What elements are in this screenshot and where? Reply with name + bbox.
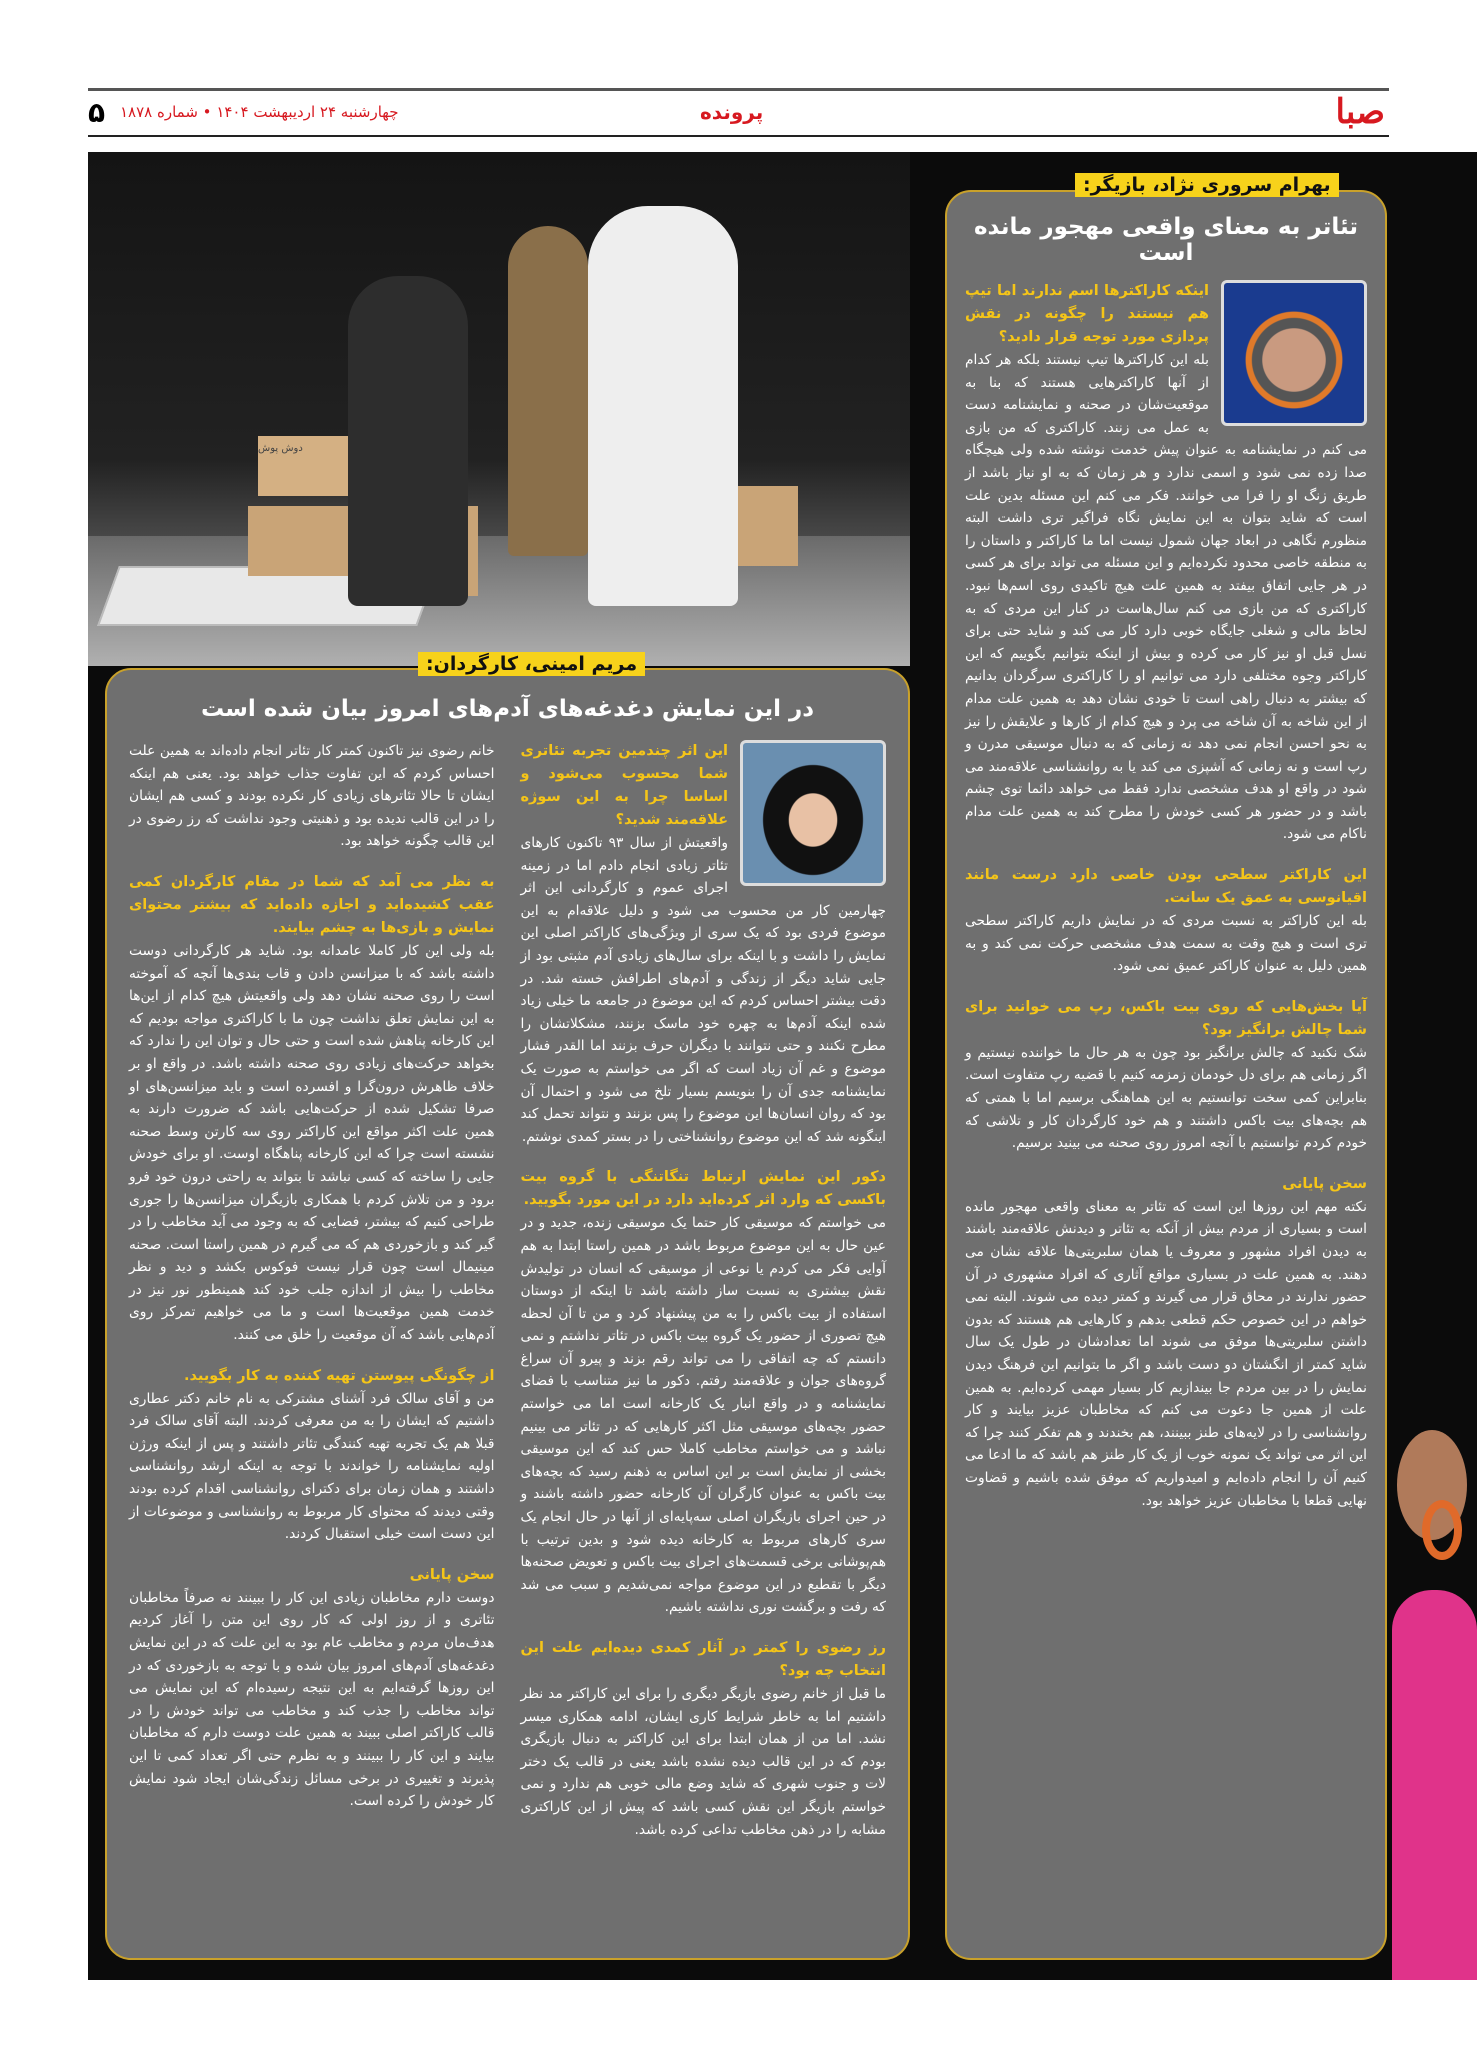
issue-date: چهارشنبه ۲۴ اردیبهشت ۱۴۰۴ • شماره ۱۸۷۸ — [120, 103, 399, 121]
question: این کاراکتر سطحی بودن خاصی دارد درست مانند اقیانوسی به عمق یک سانت. — [965, 867, 1367, 907]
answer: واقعیتش از سال ۹۳ تاکنون کارهای تئاتر زیادی انجام دادم اما در زمینه اجرای عموم و کارگردانی این اثر چهارمین کار من محسوب می شود و دلیل علاقه‌ام به این موضوع فردی بود که یک سری از ویژگی‌های کاراکتر اصلی این نمایش را داشت و با اینکه برای سال‌های زیادی آدم مثبتی بود از جایی شاید دیگر از زندگی و آدم‌های اطرافش خسته شد. در دقت بیشتر احساس کردم که این موضوع در جامعه ما خیلی زیاد شده اینکه آدم‌ها به چهره خود ماسک بزنند، مشکلاتشان را مطرح نکنند و حتی نتوانند با دیگران حرف بزنند اما القدر فشار موضوع و غم آن زیاد است که اگر می خواستم به صورت یک نمایشنامه جدی آن را بنویسم بسیار تلخ می شود و احتمال آن بود که روان انسان‌ها این موضوع را پس بزنند و نتواند تحمل کند اینگونه شد که این موضوع روانشناختی را در بستر کمدی نوشتم. — [520, 835, 886, 1145]
actor-middle — [508, 226, 588, 556]
actor-white-coat — [588, 206, 738, 606]
answer: ما قبل از خانم رضوی بازیگر دیگری را برای این کاراکتر مد نظر داشتیم اما به خاطر شرایط کاری ایشان، ادامه همکاری میسر نشد. اما من از همان ابتدا برای این کاراکتر به دنبال بازیگری بودم که در این قالب دیده نشده باشد یعنی در قالب یک دختر لات و جنوب شهری که شاید وضع مالی خوبی هم ندارد و نمی خواستم بازیگر این نقش کسی باشد که پیش از این کاراکتری مشابه را در ذهن مخاطب تداعی کرده باشد. — [520, 1686, 886, 1838]
newspaper-logo: صبا — [1335, 92, 1385, 132]
column-right — [521, 740, 887, 1841]
column-left — [129, 740, 495, 1841]
header-bottom-rule — [88, 135, 1389, 137]
answer: دوست دارم مخاطبان زیادی این کار را ببینند نه صرفاً مخاطبان تئاتری و از روز اولی که کار روی این متن را آغاز کردیم هدف‌مان مردم و مخاطب عام بود به این علت که در این نمایش دغدغه‌های آدم‌های امروز بیان شده و با توجه به بازخوردی که در این روزها گرفته‌ایم به این نتیجه رسیده‌ام که این نمایش می تواند مخاطب را جذب کند و مخاطب می تواند خودش را در قالب کاراکتر اصلی ببیند به همین علت دوست دارم که مخاطبان بیایند و این کار را ببینند و به نظرم حتی اگر تعداد کمی تا این پذیرند و تغییری در برخی مسائل زندگی‌شان ایجاد شود نمایش کار خودش را کرده است. — [129, 1589, 495, 1810]
answer: بله ولی این کار کاملا عامدانه بود. شاید هر کارگردانی دوست داشته باشد که با میزانسن دادن و قاب بندی‌ها آنچه که آموخته است را روی صحنه نشان دهد ولی واقعیتش هیچ کدام از این‌ها به این نمایش تعلق نداشت چون ما با کاراکتری مواجه بودیم که این کارخانه پناهش شده است و حتی حال و توان این را ندارد که بخواهد حرکت‌های زیادی روی صحنه داشته باشد. در واقع او بر خلاف ظاهرش درون‌گرا و افسرده است و باید میزانسن‌های او صرفا تشکیل شده از حرکت‌هایی باشد که ضرورت دارند به همین علت اکثر مواقع این کاراکتر روی سه کارتن وسط صحنه نشسته است چرا که این کارخانه پناهگاه اوست. او برای خودش جایی را ساخته که کسی نباشد تا بتواند به راحتی درون خود فرو برود و من تلاش کردم با همکاری بازیگران میزانسن‌ها را جوری طراحی کنیم که بیشتر، فضایی که به وجود می آید مخاطب را در گیر کند و بازخوردی هم که می گیرم در همین راستا است. صحنه مینیمال است چون قرار نیست فوکوس بکشد و دید و نظر مخاطب را بیش از اندازه جلب خود کند همینطور نور نیز در خدمت همین موقعیت‌ها است و ما می خواهیم تمرکز روی آدم‌هایی باشد که آن موقعیت را خلق می کنند. — [129, 942, 495, 1344]
director-portrait — [740, 740, 886, 886]
question: سخن پایانی — [409, 1566, 495, 1583]
answer: بله این کاراکترها تیپ نیستند بلکه هر کدام از آنها کاراکترهایی هستند که بنا به موقعیت‌شان در صحنه و نمایشنامه دست به عمل می زنند. کاراکتری که من بازی می کنم در نمایشنامه به عنوان پیش خدمت نوشته شده ولی هیچگاه صدا زده نمی شود و اسمی ندارد و هر زمان که به او نیاز باشد از طریق زنگ او را فرا می خوانند. فکر می کنم این مسئله بدین علت است که شاید بتوان به این نمایش نگاه فراگیر تری داشت البته منظورم نگاهی در ابعاد جهان شمول نیست اما ما کاراکتر و داستان را به منطقه خاصی محدود نکرده‌ایم و این مسئله می تواند برای هر کسی در هر جایی اتفاق بیفتد به همین علت هیچ تاکیدی روی اسم‌ها نبود. کاراکتری که من بازی می کنم سال‌هاست در کنار این مردی که به لحاظ مالی و شغلی جایگاه خوبی دارد کار می کند و شاید حتی برای نسل قبل او نیز کار می کرده و بیش از اینکه بتوانیم بگوییم که این کاراکتر وجوه مختلفی دارد می توانیم او را کاراکتری سرگردان بدانیم که بیشتر به دنبال راهی است تا خودی نشان دهد به همین علت مدام از این شاخه به آن شاخه می پرد و هیچ کدام از کارها و علایقش را نیز به نحو احسن انجام نمی دهد نه زمانی که به دنبال موسیقی مدرن و رپ است و نه زمانی که آشپزی می کند یا به روانشناسی علاقه‌مند می شود در واقع او هدف مشخصی ندارد فقط می خواهد دائما توی چشم باشد و در حضور هر کسی خودش را مطرح کند به همین علت مدام ناکام می شود. — [965, 352, 1367, 843]
interview-box-actor — [945, 190, 1387, 1960]
section-title: پرونده — [700, 100, 764, 124]
question: این اثر چندمین تجربه تئاتری شما محسوب می‌شود و اساسا چرا به این سوژه علاقه‌مند شدید؟ — [520, 743, 728, 828]
question: دکور این نمایش ارتباط تنگاتنگی با گروه بیت باکسی که وارد اثر کرده‌اید دارد در این مورد بگویید. — [520, 1169, 886, 1209]
interviewee-tag-right: بهرام سروری نژاد، بازیگر: — [1075, 173, 1339, 197]
page-number: ۵ — [88, 96, 106, 129]
question: از چگونگی پیوستن تهیه کننده به کار بگویید. — [184, 1367, 495, 1384]
answer: می خواستم که موسیقی کار حتما یک موسیقی زنده، جدید و در عین حال به این موضوع مربوط باشد در همین راستا ابتدا به هم آوایی فکر می کردم یا نوعی از موسیقی که انسان در تولیدش نقش بیشتری به نسبت ساز داشته باشد تا اینکه از دوستان استفاده از بیت باکس را به من پیشنهاد کرد و من تا آن لحظه هیچ تصوری از حضور یک گروه بیت باکس در تئاتر نداشتم و نمی دانستم که چه اتفاقی را می تواند رقم بزند و پیرو آن سراغ گروه‌های جوان و علاقه‌مند رفتم. دکور ما نیز متناسب با فضای نمایشنامه و در واقع انبار یک کارخانه است اما می خواستم حضور بچه‌های موسیقی مثل اکثر کارهایی که در تئاتر می بینیم نباشد و می خواستم مخاطب کاملا حس کند که این موسیقی بخشی از نمایش است بر این اساس به ذهنم رسید که بچه‌های بیت باکس به عنوان کارگران آن کارخانه حضور داشته باشند و در حین اجرای بازیگران اصلی سه‌پایه‌ای از آنها در حال انجام یک سری کارهای مربوط به کارخانه دیده شود و بدین ترتیب با هم‌پوشانی برخی قسمت‌های اجرای بیت باکس و تعویض صحنه‌ها دیگر با تقطیع در این موضوع مواجه نمی‌شدیم و سبب می شد که رفت و برگشت نوری نداشته باشیم. — [520, 1215, 886, 1616]
question: رز رضوی را کمتر در آثار کمدی دیده‌ایم علت این انتخاب چه بود؟ — [520, 1640, 886, 1679]
answer: بله این کاراکتر به نسبت مردی که در نمایش داریم کاراکتر سطحی تری است و هیچ وقت به سمت هدف مشخصی حرکت نمی کند و به همین دلیل به عنوان کاراکتر عمیق نمی شود. — [965, 913, 1367, 975]
actor-photo-pink-shirt — [1392, 1390, 1477, 1980]
interviewee-tag-left: مریم امینی، کارگردان: — [418, 652, 645, 676]
headline-right: تئاتر به معنای واقعی مهجور مانده است — [973, 214, 1359, 266]
question: اینکه کاراکترها اسم ندارند اما تیپ هم نیستند را چگونه در نقش پردازی مورد توجه قرار دادید؟ — [965, 283, 1209, 345]
interview-box-director — [105, 668, 910, 1960]
question: به نظر می آمد که شما در مقام کارگردان کمی عقب کشیده‌اید و اجازه داده‌اید که بیشتر محتوای نمایش و بازی‌ها به چشم بیایند. — [129, 873, 495, 936]
question: آیا بخش‌هایی که روی بیت باکس، رپ می خوانید برای شما چالش برانگیز بود؟ — [965, 998, 1367, 1038]
answer: شک نکنید که چالش برانگیز بود چون به هر حال ما خواننده نیستیم و اگر زمانی هم برای دل خودمان زمزمه کنیم با قضیه رپ متفاوت است. بنابراین کمی سخت توانستیم به این هماهنگی برسیم اما با همتی که هم بچه‌های بیت باکس داشتند و هم خود کارگردان کار و تلاشی که خودم کردم توانستیم با آنچه امروز روی صحنه می بینید برسیم. — [965, 1044, 1367, 1152]
headline-left: در این نمایش دغدغه‌های آدم‌های امروز بیان شده است — [200, 696, 815, 722]
actor-seated — [348, 276, 468, 606]
answer: من و آقای سالک فرد آشنای مشترکی به نام خانم دکتر عطاری داشتیم که ایشان را به من معرفی کردند. البته آقای سالک فرد قبلا هم یک تجربه تهیه کنندگی تئاتر داشتند و پس از اینکه ورژن اولیه نمایشنامه را خواندند با توجه به اینکه ارشد روانشناسی داشتند و همان زمان برای دکترای روانشناسی اقدام کرده بودند وقتی دیدند که محتوای کار مربوط به روانشناسی و موضوعات از این دست است خیلی استقبال کردند. — [129, 1390, 495, 1543]
actor-portrait — [1221, 280, 1367, 426]
carton-box: دوش پوش — [258, 436, 348, 496]
header-top-rule — [88, 88, 1389, 91]
stage-photo — [88, 152, 910, 666]
question: سخن پایانی — [1282, 1175, 1367, 1192]
answer: خانم رضوی نیز تاکنون کمتر کار تئاتر انجام داده‌اند به همین علت احساس کردم که این تفاوت جذاب خواهد بود. یعنی هم اینکه ایشان تا حالا تئاترهای زیادی کار نکرده بودند و کسی هم ایشان را در این قالب ندیده بود و ذهنیتی وجود نداشت که رز رضوی در این قالب چگونه خواهد بود. — [129, 743, 495, 850]
answer: نکته مهم این روزها این است که تئاتر به معنای واقعی مهجور مانده است و بسیاری از مردم بیش از آنکه به تئاتر و دیدنش علاقه‌مند باشند به دیدن افراد مشهور و معروف یا همان سلبریتی‌ها علاقه نشان می دهند. به همین علت در بسیاری مواقع آثاری که افراد مشهوری در آن حضور ندارند در محاق قرار می گیرند و کمتر دیده می شوند. البته نمی خواهم در این خصوص حکم قطعی بدهم و کارهایی هم هستند که بدون داشتن سلبریتی‌ها موفق می شوند اما تعدادشان در طول یک سال شاید کمتر از انگشتان دو دست باشد و اگر ما بتوانیم این فرهنگ دیدن نمایش را در بین مردم جا بیندازیم کار بسیار مهمی کرده‌ایم. به همین علت از همین جا دعوت می کنم که مخاطبان عزیز بیایند و کار روانشناسی را در لایه‌های طنز ببینند، هم بخندند و هم تفکر کنند چرا که این اثر می تواند یک نمونه خوب از یک کار طنز هم باشد که ما ادعا می کنیم آن را انجام داده‌ایم و امیدواریم که موفق شده باشیم و قضاوت نهایی قطعا با مخاطبان عزیز خواهد بود. — [965, 1198, 1367, 1509]
